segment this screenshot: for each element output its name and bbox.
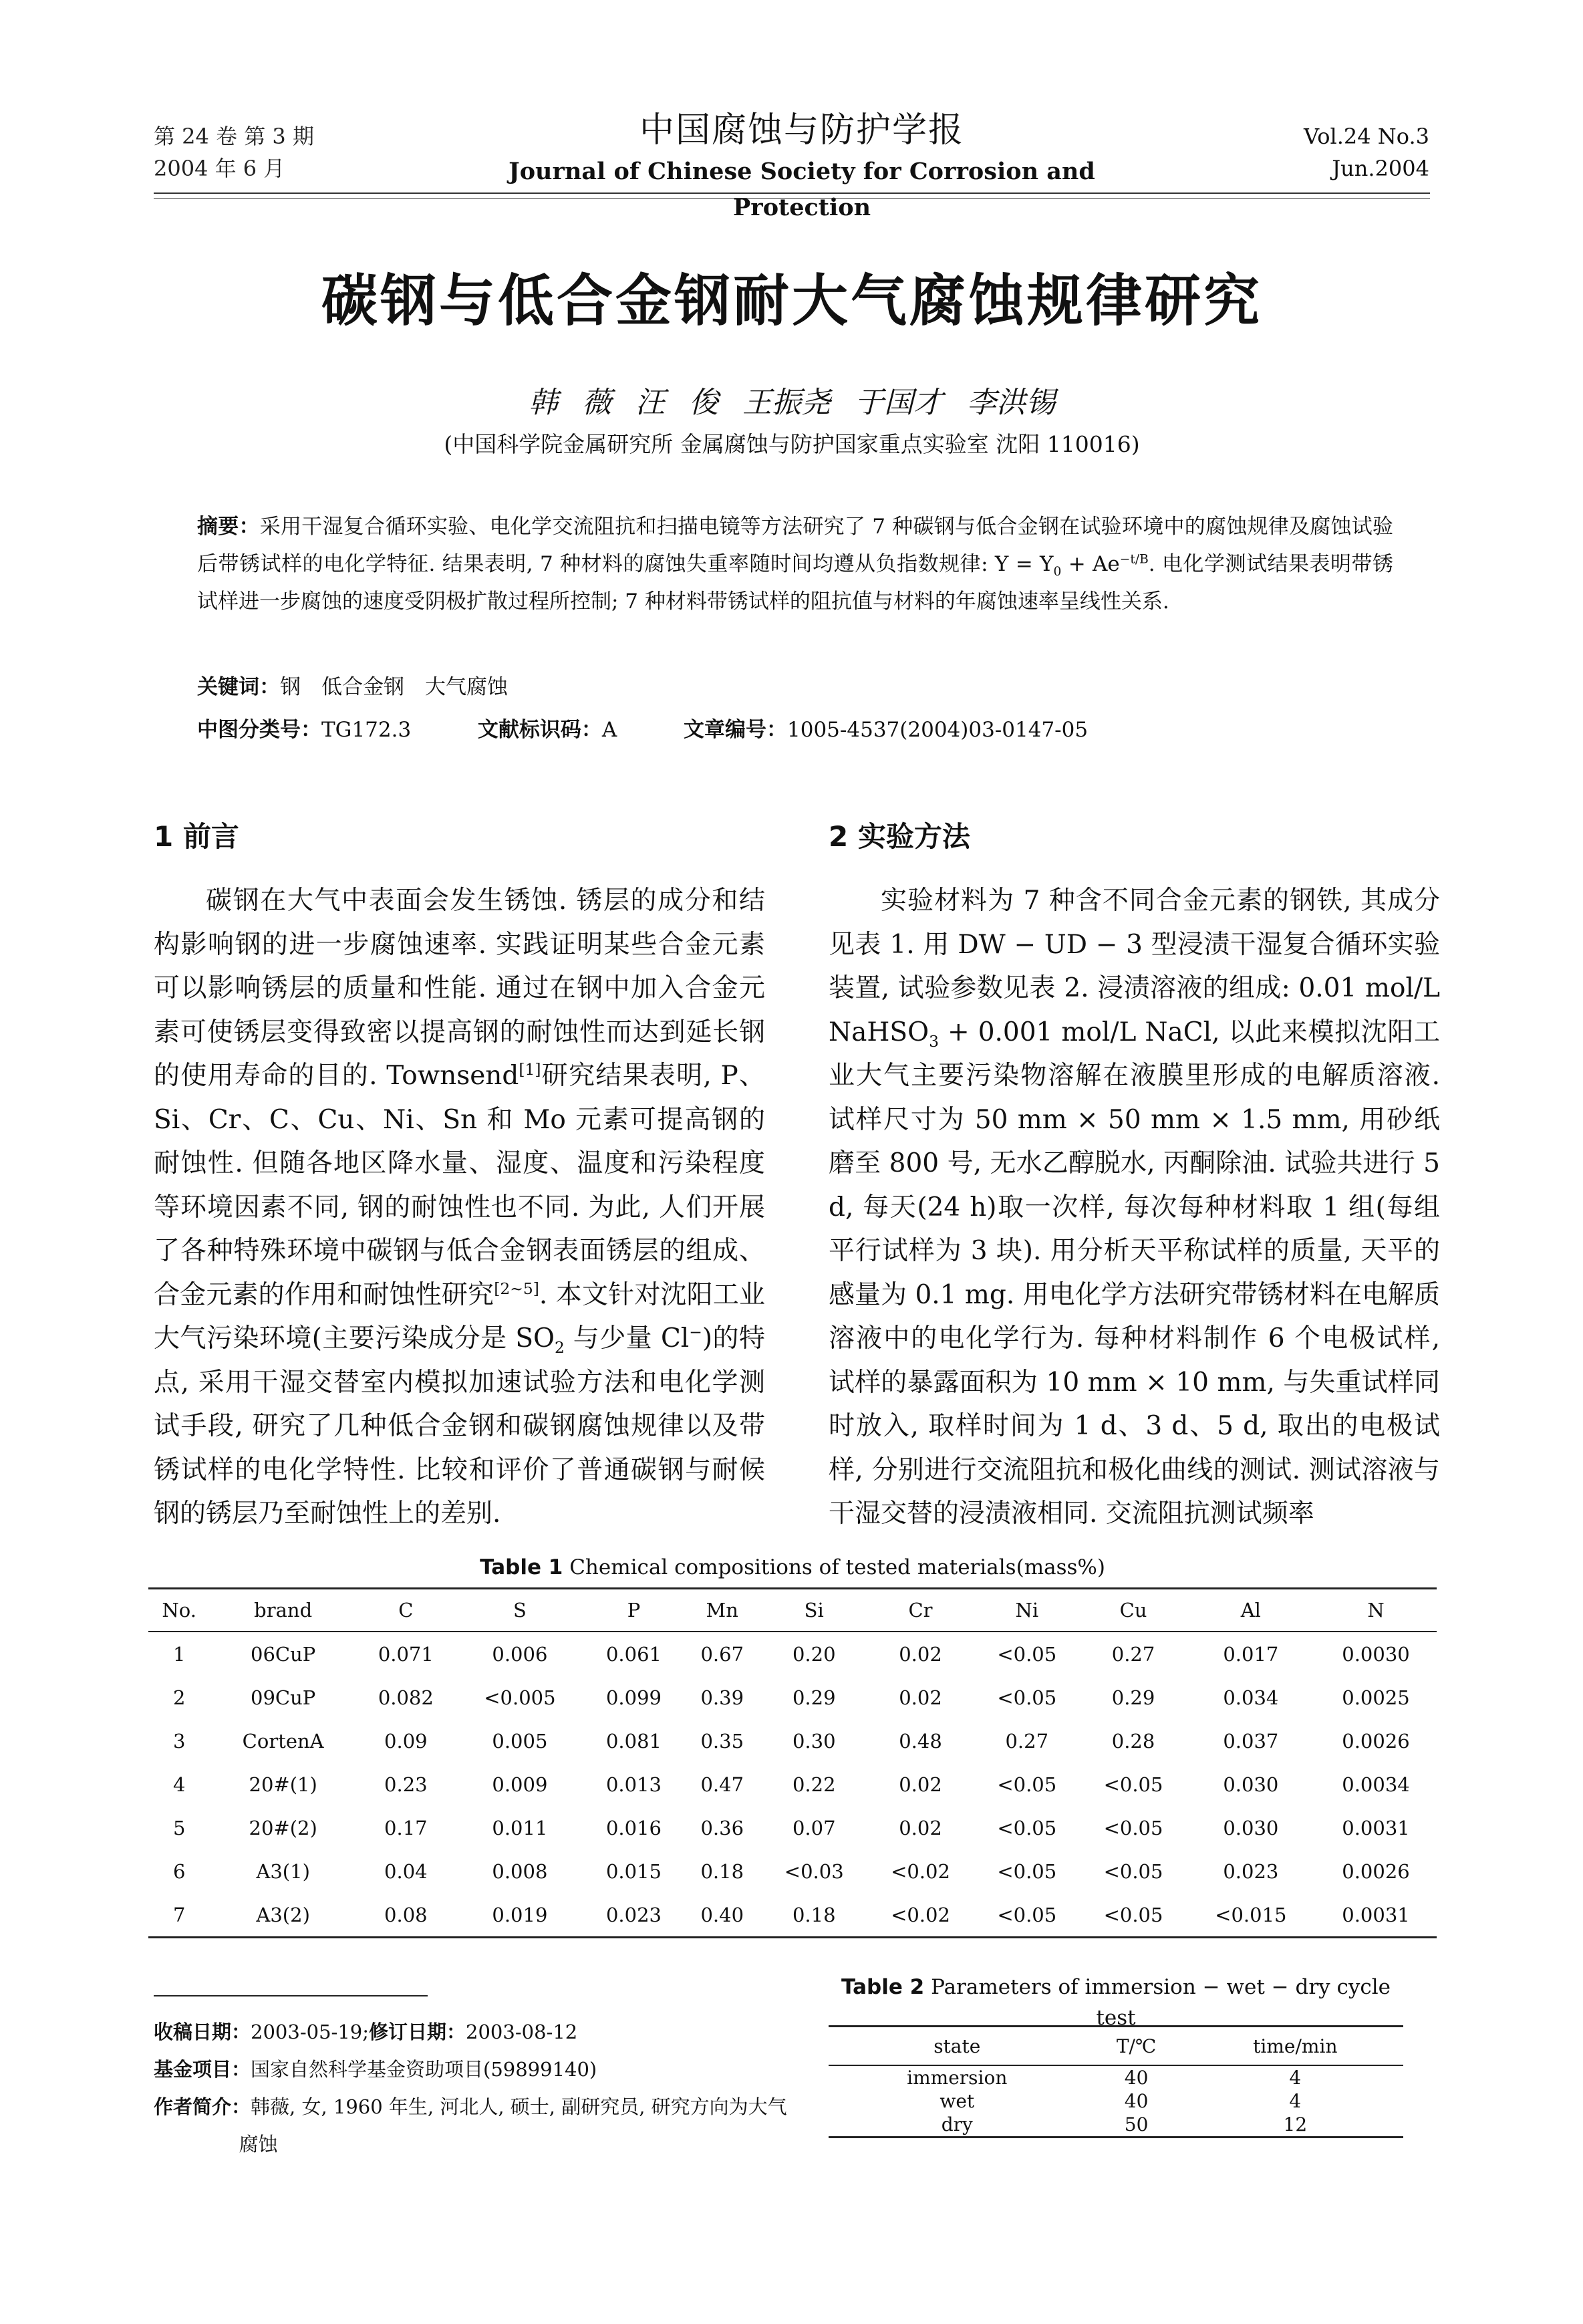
table1-cell: 06CuP [251, 1642, 316, 1666]
footnote-fund [154, 2051, 788, 2088]
table1-cell: 0.48 [899, 1729, 942, 1753]
table1-cell: 0.034 [1223, 1686, 1279, 1709]
table1-row [148, 1632, 1437, 1676]
abstract-formula-sup: −t/B [1119, 552, 1149, 567]
intro-ref-1: [1] [519, 1060, 541, 1079]
table1-row [148, 1893, 1437, 1938]
table2-cell: 4 [1289, 2067, 1302, 2089]
table2-cell: 12 [1187, 2113, 1403, 2138]
table1-cell: 3 [172, 1729, 186, 1753]
table1-cell: 0.30 [792, 1729, 836, 1753]
clc-value: TG172.3 [321, 718, 412, 742]
footnote-rule [154, 1995, 428, 1996]
method-sub-3: 3 [929, 1031, 939, 1051]
table1-cell: 0.17 [384, 1816, 428, 1839]
table1-cell: 7 [148, 1893, 210, 1938]
table1-cell: 0.36 [700, 1816, 744, 1839]
table1-cell: 2 [172, 1686, 186, 1709]
table1-row [148, 1763, 1437, 1806]
table2-cell: 40 [1124, 2090, 1149, 2112]
abstract [197, 508, 1393, 620]
intro-so2-sub: 2 [555, 1337, 565, 1357]
table1-cell: 0.071 [378, 1642, 434, 1666]
table1-cell: 0.030 [1223, 1773, 1279, 1796]
journal-title-en: Journal of Chinese Society for Corrosion and Protection [509, 158, 1095, 221]
keywords-value: 钢 低合金钢 大气腐蚀 [280, 675, 508, 699]
table1-cell: 5 [172, 1816, 186, 1839]
doc-code-label: 文献标识码： [477, 718, 602, 742]
table1-cell: 0.39 [700, 1686, 744, 1709]
table1-cell: 0.006 [492, 1642, 548, 1666]
table1-cell: 0.019 [456, 1893, 584, 1938]
table2-cell: 40 [1124, 2067, 1149, 2089]
table1-cell: 0.0031 [1342, 1816, 1410, 1839]
table1-header-row [148, 1589, 1437, 1632]
table1-cell: 0.27 [1111, 1642, 1155, 1666]
table2-cell: 4 [1289, 2090, 1302, 2112]
table1-cell: 0.015 [605, 1859, 662, 1883]
article-title: 碳钢与低合金钢耐大气腐蚀规律研究 [321, 267, 1262, 334]
volume-en: Vol.24 No.3 [1304, 124, 1429, 149]
header-left [154, 120, 314, 184]
table1-cell: 0.009 [492, 1773, 548, 1796]
table1-cell: <0.05 [997, 1859, 1057, 1883]
fund-value: 国家自然科学基金资助项目(59899140) [251, 2058, 597, 2081]
table1-cell: 0.0031 [1315, 1893, 1437, 1938]
table1-cell: 0.20 [792, 1642, 836, 1666]
authors: 韩 薇 汪 俊 王振尧 于国才 李洪锡 [529, 386, 1055, 420]
article-no-value: 1005-4537(2004)03-0147-05 [787, 718, 1089, 742]
table1-cell: 0.07 [792, 1816, 836, 1839]
table2-header-cell: time/min [1187, 2027, 1403, 2066]
table1-cell: 0.02 [899, 1686, 942, 1709]
table1-cell: 0.030 [1223, 1816, 1279, 1839]
method-heading: 2 实验方法 [829, 820, 970, 853]
method-paragraph [829, 879, 1440, 1536]
table1-cell: 0.082 [378, 1686, 434, 1709]
table2-caption-label: Table 2 [841, 1975, 925, 1999]
intro-text-4: 与少量 Cl [564, 1323, 690, 1353]
table2-cell: 50 [1086, 2113, 1187, 2138]
table1-header-cell: Mn [684, 1589, 761, 1632]
table2-header-cell: state [829, 2027, 1086, 2066]
volume-cn: 第 24 卷 第 3 期 [154, 124, 314, 149]
table1-cell: A3(1) [256, 1859, 310, 1883]
header-center [454, 107, 1149, 226]
table1-header-cell: No. [148, 1589, 210, 1632]
table1-row [148, 1849, 1437, 1893]
classification [197, 711, 1393, 749]
keywords-label: 关键词： [197, 675, 280, 699]
clc-label: 中图分类号： [197, 718, 321, 742]
table1-cell: 0.18 [761, 1893, 867, 1938]
table1-header-cell: Si [761, 1589, 867, 1632]
table1-header-cell: S [456, 1589, 584, 1632]
table1-cell: <0.05 [1103, 1773, 1163, 1796]
article-no-label: 文章编号： [684, 718, 788, 742]
table1 [148, 1587, 1437, 1938]
table1-cell: 0.061 [605, 1642, 662, 1666]
table1-header-cell: C [356, 1589, 456, 1632]
table1-cell: 0.04 [384, 1859, 428, 1883]
table1-cell: 0.22 [792, 1773, 836, 1796]
table1-cell: <0.03 [784, 1859, 844, 1883]
table1-cell: 0.08 [356, 1893, 456, 1938]
table1-row [148, 1676, 1437, 1719]
doc-code-value: A [601, 718, 617, 742]
table1-cell: <0.05 [997, 1686, 1057, 1709]
intro-text-1: 碳钢在大气中表面会发生锈蚀. 锈层的成分和结构影响钢的进一步腐蚀速率. 实践证明某些合金元素可以影响锈层的质量和性能. 通过在钢中加入合金元素可使锈层变得致密以提高钢的耐蚀性而达到延长钢的使用寿命的目的. Townsend [154, 886, 765, 1091]
table1-cell: <0.02 [867, 1893, 974, 1938]
header-rule [154, 192, 1430, 194]
abstract-formula-sub: 0 [1053, 565, 1062, 579]
table1-cell: 0.18 [700, 1859, 744, 1883]
table1-cell: 20#(2) [249, 1816, 317, 1839]
table1-cell: 0.29 [792, 1686, 836, 1709]
table1-cell: 0.011 [492, 1816, 548, 1839]
header-right [1304, 120, 1429, 184]
table1-cell: 0.27 [1005, 1729, 1049, 1753]
table1-cell: 0.47 [700, 1773, 744, 1796]
received-label: 收稿日期： [154, 2021, 251, 2043]
footnotes [154, 2013, 788, 2163]
method-text-2: + 0.001 mol/L NaCl, 以此来模拟沈阳工业大气主要污染物溶解在液膜里形成的电解质溶液. 试样尺寸为 50 mm × 50 mm × 1.5 mm, 用砂纸磨至 800 号, 无水乙醇脱水, 丙酮除油. 试验共进行 5 d, 每天(24 h)取一次样, 每次每种材料取 1 组(每组平行试样为 3 块). 用分析天平称试样的质量, 天平的感量为 0.1 mg. 用电化学方法研究带锈材料在电解质溶液中的电化学行为. 每种材料制作 6 个电极试样, 试样的暴露面积为 10 mm × 10 mm, 与失重试样同时放入, 取样时间为 1 d、3 d、5 d, 取出的电极试样, 分别进行交流阻抗和极化曲线的测试. 测试溶液与干湿交替的浸渍液相同. 交流阻抗测试频率 [829, 1017, 1440, 1529]
intro-text-3: . 本文针对沈阳工业大气污染环境(主要污染成分是 SO [154, 1279, 765, 1353]
intro-ref-2: [2~5] [494, 1279, 539, 1298]
table2-caption-text: Parameters of immersion − wet − dry cycle test [931, 1975, 1391, 2030]
revised-value: 2003-08-12 [466, 2021, 578, 2043]
table1-cell: 0.005 [492, 1729, 548, 1753]
table1-cell: <0.05 [997, 1773, 1057, 1796]
abstract-text-3: . 电化学测试结果表明带锈试样进一步腐蚀的速度受阴极扩散过程所控制; 7 种材料带锈试样的阻抗值与材料的年腐蚀速率呈线性关系. [197, 552, 1393, 614]
intro-text-5: )的特点, 采用干湿交替室内模拟加速试验方法和电化学测试手段, 研究了几种低合金钢和碳钢腐蚀规律以及带锈试样的电化学特性. 比较和评价了普通碳钢与耐候钢的锈层乃至耐蚀性上的差别. [154, 1323, 766, 1529]
table1-cell: 4 [172, 1773, 186, 1796]
table1-cell: <0.05 [974, 1893, 1080, 1938]
intro-cl-sup: − [689, 1323, 702, 1341]
intro-heading: 1 前言 [154, 820, 239, 853]
table1-cell: 0.099 [605, 1686, 662, 1709]
table2-caption [829, 1972, 1403, 2033]
table1-cell: 0.0026 [1342, 1729, 1410, 1753]
date-en: Jun.2004 [1332, 156, 1429, 181]
table1-cell: <0.015 [1187, 1893, 1315, 1938]
table1-cell: 0.0030 [1342, 1642, 1410, 1666]
table1-header-cell: P [584, 1589, 684, 1632]
table1-caption-label: Table 1 [480, 1555, 563, 1579]
table1-cell: 0.02 [899, 1642, 942, 1666]
table1-cell: 6 [172, 1859, 186, 1883]
table1-cell: 1 [172, 1642, 186, 1666]
table1-cell: 20#(1) [249, 1773, 317, 1796]
table1-cell: 0.0025 [1342, 1686, 1410, 1709]
table2-row [829, 2113, 1403, 2138]
table1-cell: 0.037 [1223, 1729, 1279, 1753]
table1-row [148, 1806, 1437, 1849]
abstract-text-1: 采用干湿复合循环实验、电化学交流阻抗和扫描电镜等方法研究了 7 种碳钢与低合金钢在试验环境中的腐蚀规律及腐蚀试验后带锈试样的电化学特征. 结果表明, 7 种材料的腐蚀失重率随时间均遵从负指数规律: Y = Y [197, 515, 1394, 576]
abstract-text-2: + Ae [1061, 552, 1120, 576]
table1-header-cell: Cu [1080, 1589, 1186, 1632]
header-rule-thin [154, 198, 1430, 199]
table1-cell: 0.081 [605, 1729, 662, 1753]
table1-cell: 0.0034 [1342, 1773, 1410, 1796]
table1-header-cell: Cr [867, 1589, 974, 1632]
table2-header-row [829, 2027, 1403, 2066]
intro-text-2: 研究结果表明, P、Si、Cr、C、Cu、Ni、Sn 和 Mo 元素可提高钢的耐蚀性. 但随各地区降水量、湿度、温度和污染程度等环境因素不同, 钢的耐蚀性也不同. 为此, 人们开展了各种特殊环境中碳钢与低合金钢表面锈层的组成、合金元素的作用和耐蚀性研究 [154, 1061, 765, 1310]
table1-cell: <0.05 [1080, 1893, 1186, 1938]
table1-cell: 0.017 [1223, 1642, 1279, 1666]
table1-cell: 0.40 [684, 1893, 761, 1938]
table1-cell: 0.0026 [1342, 1859, 1410, 1883]
abstract-label: 摘要： [197, 515, 260, 539]
footnote-dates [154, 2013, 788, 2051]
table1-row [148, 1719, 1437, 1763]
author-value: 韩薇, 女, 1960 年生, 河北人, 硕士, 副研究员, 研究方向为大气腐蚀 [239, 2095, 787, 2156]
table1-cell: 0.02 [899, 1816, 942, 1839]
table1-cell: <0.02 [891, 1859, 950, 1883]
table1-cell: <0.005 [484, 1686, 556, 1709]
table1-cell: 0.016 [605, 1816, 662, 1839]
date-cn: 2004 年 6 月 [154, 156, 285, 181]
table1-cell: 0.023 [1223, 1859, 1279, 1883]
table2-row [829, 2065, 1403, 2089]
table1-cell: A3(2) [210, 1893, 356, 1938]
table2-cell: immersion [907, 2067, 1008, 2089]
table1-cell: <0.05 [997, 1816, 1057, 1839]
table1-caption [148, 1552, 1437, 1583]
table1-cell: 0.023 [584, 1893, 684, 1938]
footnote-author [154, 2088, 788, 2163]
table1-cell: 09CuP [251, 1686, 316, 1709]
affiliation: (中国科学院金属研究所 金属腐蚀与防护国家重点实验室 沈阳 110016) [444, 431, 1140, 457]
fund-label: 基金项目： [154, 2058, 251, 2081]
table1-cell: 0.09 [384, 1729, 428, 1753]
intro-paragraph [154, 879, 765, 1536]
table2-cell: dry [829, 2113, 1086, 2138]
journal-title-cn: 中国腐蚀与防护学报 [639, 110, 964, 150]
table1-header-cell: Al [1187, 1589, 1315, 1632]
method-text-1: 实验材料为 7 种含不同合金元素的钢铁, 其成分见表 1. 用 DW − UD − 3 型浸渍干湿复合循环实验装置, 试验参数见表 2. 浸渍溶液的组成: 0.01 mol/L NaHSO [829, 886, 1440, 1047]
author-label: 作者简介： [154, 2095, 251, 2118]
table1-header-cell: brand [210, 1589, 356, 1632]
table1-caption-text: Chemical compositions of tested materials(mass%) [569, 1555, 1105, 1579]
table1-cell: CortenA [242, 1729, 324, 1753]
keywords [197, 668, 1393, 706]
table1-cell: <0.05 [997, 1642, 1057, 1666]
table2 [829, 2025, 1403, 2138]
table1-cell: 0.008 [492, 1859, 548, 1883]
table1-cell: 0.35 [700, 1729, 744, 1753]
table2-cell: wet [940, 2090, 975, 2112]
table2-header-cell: T/℃ [1086, 2027, 1187, 2066]
table1-cell: 0.013 [605, 1773, 662, 1796]
table1-cell: 0.67 [700, 1642, 744, 1666]
table1-cell: 0.02 [899, 1773, 942, 1796]
table1-header-cell: N [1315, 1589, 1437, 1632]
revised-label: 修订日期： [369, 2021, 466, 2043]
table1-cell: 0.29 [1111, 1686, 1155, 1709]
table1-cell: 0.23 [384, 1773, 428, 1796]
table1-header-cell: Ni [974, 1589, 1080, 1632]
table1-cell: <0.05 [1103, 1816, 1163, 1839]
table2-row [829, 2089, 1403, 2113]
table1-cell: <0.05 [1103, 1859, 1163, 1883]
table1-cell: 0.28 [1111, 1729, 1155, 1753]
received-value: 2003-05-19; [251, 2021, 369, 2043]
